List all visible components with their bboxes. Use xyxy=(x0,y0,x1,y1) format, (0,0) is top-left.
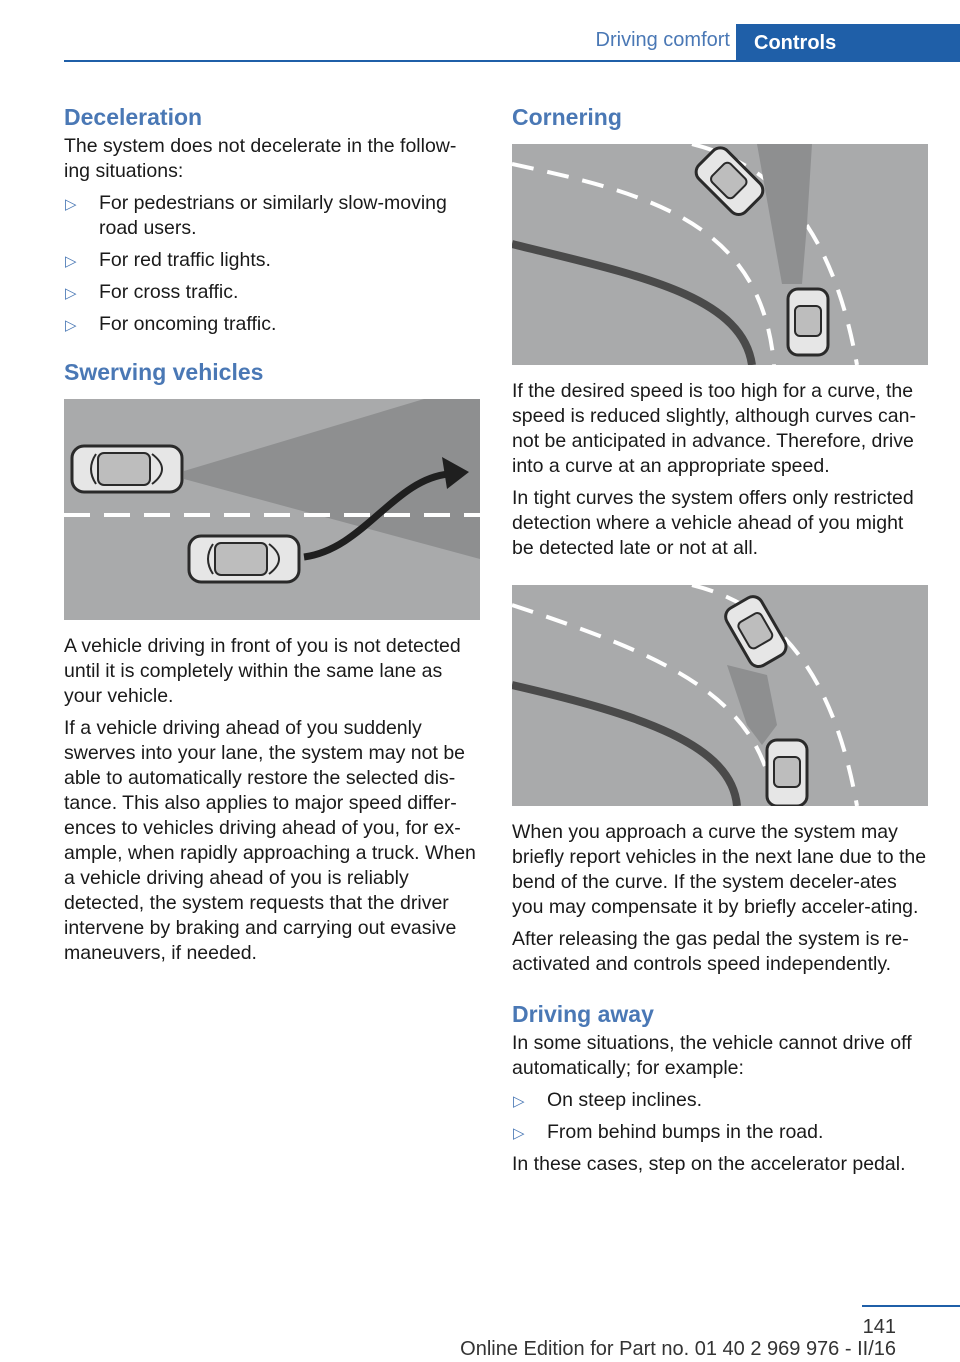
cornering-text-1: If the desired speed is too high for a curve, the speed is reduced slightly, although curves can-not be anticipated in advance. Therefore, drive into a curve at an appropriate speed. xyxy=(512,380,916,477)
triangle-bullet-icon: ▷ xyxy=(65,285,77,302)
driving-away-intro: In some situations, the vehicle cannot drive off automatically; for example: xyxy=(512,1032,912,1079)
list-item: ▷ From behind bumps in the road. xyxy=(512,1120,928,1145)
driving-away-list xyxy=(512,1088,928,1145)
deceleration-intro: The system does not decelerate in the follow-ing situations: xyxy=(64,135,457,182)
header-divider xyxy=(64,60,960,62)
cornering-heading: Cornering xyxy=(512,104,622,130)
triangle-bullet-icon: ▷ xyxy=(513,1093,525,1110)
cornering-text-3: When you approach a curve the system may briefly report vehicles in the next lane due to the bend of the curve. If the system deceler-ates you may compensate it by briefly acceler-ating. xyxy=(512,821,927,918)
list-item: ▷ On steep inclines. xyxy=(512,1088,928,1113)
page-number: 141 xyxy=(862,1316,896,1338)
triangle-bullet-icon: ▷ xyxy=(65,253,77,270)
swerving-heading: Swerving vehicles xyxy=(64,359,264,385)
cornering-text-2: In tight curves the system offers only restricted detection where a vehicle ahead of you might be detected late or not at all. xyxy=(512,487,914,559)
deceleration-list xyxy=(64,191,480,337)
header-tab-controls[interactable]: Controls xyxy=(736,24,960,62)
footer-edition: Online Edition for Part no. 01 40 2 969 976 - II/16 xyxy=(460,1338,896,1360)
driving-away-heading: Driving away xyxy=(512,1001,654,1027)
cornering-text-4: After releasing the gas pedal the system is re-activated and controls speed independently. xyxy=(512,928,909,975)
swerving-text-1: A vehicle driving in front of you is not detected until it is completely within the same lane as your vehicle. xyxy=(64,635,461,707)
list-item: ▷ For cross traffic. xyxy=(64,280,480,305)
list-item: ▷ For oncoming traffic. xyxy=(64,312,480,337)
cornering-illustration-1 xyxy=(512,144,928,365)
cornering-illustration-2 xyxy=(512,585,928,806)
list-item: ▷ For pedestrians or similarly slow-moving road users. xyxy=(65,192,447,239)
driving-away-outro: In these cases, step on the accelerator pedal. xyxy=(512,1153,906,1175)
footer-divider xyxy=(862,1305,960,1307)
list-item: ▷ For red traffic lights. xyxy=(64,248,480,273)
left-column xyxy=(64,100,480,966)
swerving-vehicles-illustration xyxy=(64,399,480,620)
triangle-bullet-icon: ▷ xyxy=(513,1125,525,1142)
header-section-title: Driving comfort xyxy=(595,29,730,51)
triangle-bullet-icon: ▷ xyxy=(65,196,77,213)
triangle-bullet-icon: ▷ xyxy=(65,317,77,334)
deceleration-heading: Deceleration xyxy=(64,104,203,130)
swerving-text-2: If a vehicle driving ahead of you suddenly swerves into your lane, the system may not be able to automatically restore the selected dis-tance. This also applies to major speed differ-ences to vehicles driving ahead of you, for ex-ample, when rapidly approaching a truck. When a vehicle driving ahead of you is reliably detected, the system requests that the driver intervene by braking and carrying out evasive maneuvers, if needed. xyxy=(64,717,476,964)
right-column xyxy=(512,100,928,1177)
